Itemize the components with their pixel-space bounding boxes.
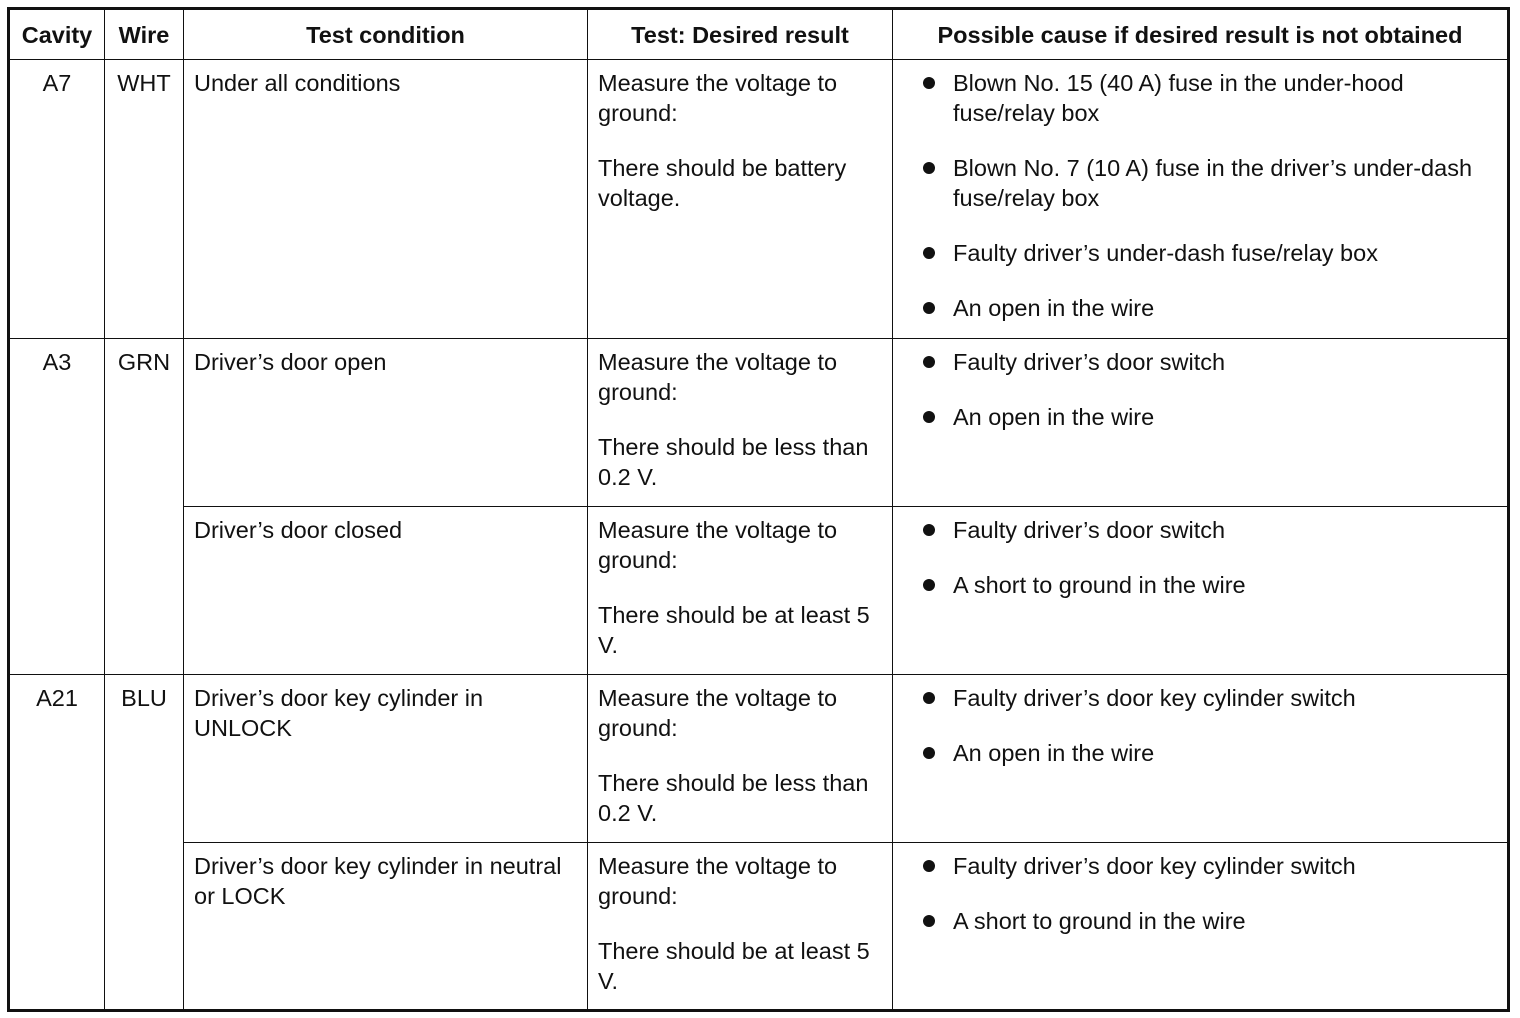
desired-result-instruction: Measure the voltage to ground: bbox=[598, 70, 838, 126]
bullet-icon bbox=[923, 411, 935, 423]
cause-item bbox=[923, 683, 1497, 713]
possible-cause-cell bbox=[893, 843, 1509, 1011]
desired-result-cell bbox=[588, 843, 893, 1011]
header-wire: Wire bbox=[105, 9, 184, 60]
cavity-cell: A21 bbox=[9, 675, 105, 1011]
cause-text: A short to ground in the wire bbox=[953, 908, 1246, 934]
test-condition-cell bbox=[184, 843, 588, 1011]
cause-text: Faulty driver’s door switch bbox=[953, 517, 1226, 543]
diagnostic-table bbox=[7, 7, 1510, 1012]
test-condition-text: Driver’s door open bbox=[194, 349, 387, 375]
bullet-icon bbox=[923, 692, 935, 704]
cause-text: Blown No. 7 (10 A) fuse in the driver’s under-dash fuse/relay box bbox=[953, 155, 1473, 211]
test-condition-cell bbox=[184, 507, 588, 675]
test-condition-cell bbox=[184, 675, 588, 843]
bullet-icon bbox=[923, 579, 935, 591]
bullet-icon bbox=[923, 524, 935, 536]
bullet-icon bbox=[923, 747, 935, 759]
desired-result-instruction: Measure the voltage to ground: bbox=[598, 349, 838, 405]
desired-result-instruction: Measure the voltage to ground: bbox=[598, 517, 838, 573]
cause-text: Faulty driver’s door switch bbox=[953, 349, 1226, 375]
cause-item bbox=[923, 68, 1497, 128]
cause-item bbox=[923, 515, 1497, 545]
cause-text: An open in the wire bbox=[953, 740, 1155, 766]
possible-cause-cell bbox=[893, 507, 1509, 675]
cause-item bbox=[923, 851, 1497, 881]
cause-item bbox=[923, 906, 1497, 936]
cause-list bbox=[893, 843, 1507, 936]
cavity-cell: A3 bbox=[9, 339, 105, 675]
cause-text: A short to ground in the wire bbox=[953, 572, 1246, 598]
test-condition-text: Under all conditions bbox=[194, 70, 401, 96]
bullet-icon bbox=[923, 915, 935, 927]
cause-item bbox=[923, 347, 1497, 377]
desired-result-cell bbox=[588, 507, 893, 675]
header-row bbox=[9, 9, 1509, 60]
cause-text: Faulty driver’s door key cylinder switch bbox=[953, 853, 1356, 879]
bullet-icon bbox=[923, 247, 935, 259]
cause-item bbox=[923, 570, 1497, 600]
test-condition-cell bbox=[184, 339, 588, 507]
cause-item bbox=[923, 238, 1497, 268]
desired-result-expectation: There should be at least 5 V. bbox=[598, 938, 870, 994]
cause-item bbox=[923, 153, 1497, 213]
table-row bbox=[9, 339, 1509, 507]
desired-result-expectation: There should be at least 5 V. bbox=[598, 602, 870, 658]
cavity-cell: A7 bbox=[9, 60, 105, 339]
cause-item bbox=[923, 402, 1497, 432]
bullet-icon bbox=[923, 860, 935, 872]
cause-text: An open in the wire bbox=[953, 295, 1155, 321]
cause-text: Faulty driver’s door key cylinder switch bbox=[953, 685, 1356, 711]
header-test-condition: Test condition bbox=[184, 9, 588, 60]
possible-cause-cell bbox=[893, 675, 1509, 843]
table-row bbox=[9, 60, 1509, 339]
test-condition-text: Driver’s door closed bbox=[194, 517, 403, 543]
cause-list bbox=[893, 339, 1507, 432]
desired-result-expectation: There should be less than 0.2 V. bbox=[598, 770, 869, 826]
cause-text: An open in the wire bbox=[953, 404, 1155, 430]
header-cavity: Cavity bbox=[9, 9, 105, 60]
bullet-icon bbox=[923, 162, 935, 174]
wire-cell: WHT bbox=[105, 60, 184, 339]
cause-item bbox=[923, 293, 1497, 323]
desired-result-expectation: There should be less than 0.2 V. bbox=[598, 434, 869, 490]
bullet-icon bbox=[923, 356, 935, 368]
cause-text: Blown No. 15 (40 A) fuse in the under-hood fuse/relay box bbox=[953, 70, 1404, 126]
desired-result-instruction: Measure the voltage to ground: bbox=[598, 853, 838, 909]
test-condition-text: Driver’s door key cylinder in neutral or LOCK bbox=[194, 853, 562, 909]
cause-text: Faulty driver’s under-dash fuse/relay box bbox=[953, 240, 1378, 266]
cause-item bbox=[923, 738, 1497, 768]
desired-result-cell bbox=[588, 339, 893, 507]
desired-result-cell bbox=[588, 60, 893, 339]
possible-cause-cell bbox=[893, 60, 1509, 339]
wire-cell: BLU bbox=[105, 675, 184, 1011]
wire-cell: GRN bbox=[105, 339, 184, 675]
bullet-icon bbox=[923, 302, 935, 314]
cause-list bbox=[893, 60, 1507, 323]
table-row bbox=[9, 843, 1509, 1011]
test-condition-text: Driver’s door key cylinder in UNLOCK bbox=[194, 685, 484, 741]
possible-cause-cell bbox=[893, 339, 1509, 507]
desired-result-instruction: Measure the voltage to ground: bbox=[598, 685, 838, 741]
bullet-icon bbox=[923, 77, 935, 89]
cause-list bbox=[893, 675, 1507, 768]
test-condition-cell bbox=[184, 60, 588, 339]
header-desired-result: Test: Desired result bbox=[588, 9, 893, 60]
table-row bbox=[9, 675, 1509, 843]
header-possible-cause: Possible cause if desired result is not obtained bbox=[893, 9, 1509, 60]
table-row bbox=[9, 507, 1509, 675]
desired-result-cell bbox=[588, 675, 893, 843]
cause-list bbox=[893, 507, 1507, 600]
desired-result-expectation: There should be battery voltage. bbox=[598, 155, 847, 211]
